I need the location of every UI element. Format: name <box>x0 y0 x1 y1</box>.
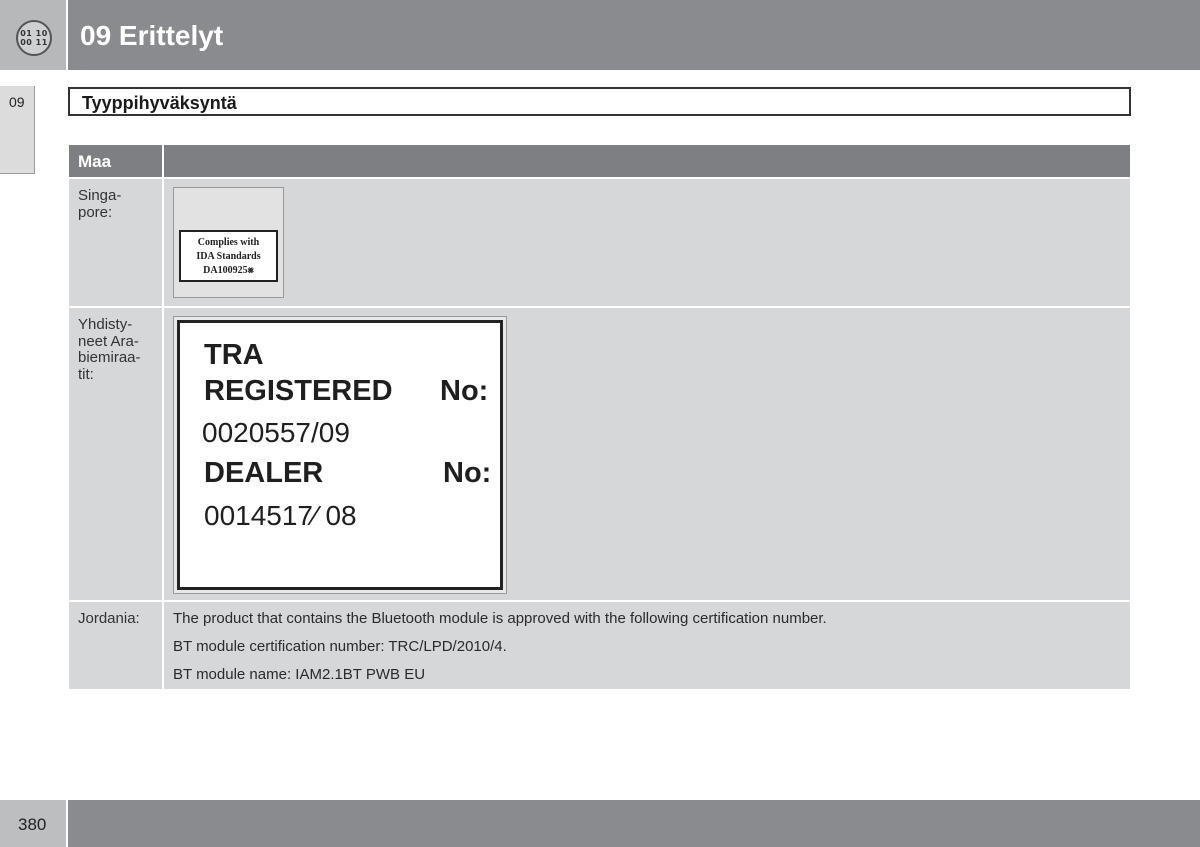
chapter-icon-line-2: 00 11 <box>20 38 48 47</box>
jordan-module-name: BT module name: IAM2.1BT PWB EU <box>173 666 426 683</box>
jordan-certification-number: BT module certification number: TRC/LPD/2010/4. <box>173 638 507 655</box>
tra-dealer-label: DEALER <box>204 457 324 489</box>
tra-registration-label <box>173 316 507 594</box>
table-header-approval <box>164 145 1130 177</box>
ida-label-box <box>179 230 278 282</box>
country-name: Singa- pore: <box>78 187 122 221</box>
table-row-jordan <box>69 602 1130 689</box>
ida-compliance-label <box>173 187 284 298</box>
section-title: Tyyppihyväksyntä <box>82 93 237 113</box>
jordan-approval-text: The product that contains the Bluetooth module is approved with the following certification number. <box>173 610 827 627</box>
table-header-country <box>69 145 162 177</box>
chapter-title: 09 Erittelyt <box>80 20 224 51</box>
country-name: Yhdisty- neet Ara- biemiraa- tit: <box>78 316 141 383</box>
footer-bar <box>68 800 1200 847</box>
chapter-side-tab <box>0 86 35 174</box>
country-cell <box>69 179 162 306</box>
tra-label-box <box>177 320 503 590</box>
country-cell <box>69 602 162 689</box>
table-row-uae <box>69 308 1130 600</box>
section-title-box <box>68 87 1131 116</box>
country-cell <box>69 308 162 600</box>
ida-label-line-3: DA100925⨳ <box>203 265 254 276</box>
tra-dealer-no-label: No: <box>443 457 492 489</box>
approval-cell <box>164 179 1130 306</box>
tra-heading: TRA <box>204 339 264 371</box>
approval-cell <box>164 602 1130 689</box>
side-tab-label: 09 <box>9 94 25 110</box>
ida-label-line-1: Complies with <box>197 237 260 248</box>
table-header-country-label: Maa <box>78 152 112 171</box>
tra-registered-no-label: No: <box>440 375 489 407</box>
tra-dealer-number: 0014517⁄ 08 <box>204 500 357 531</box>
ida-label-line-2: IDA Standards <box>196 251 261 262</box>
chapter-icon-line-1: 01 10 <box>20 29 48 38</box>
table-row-singapore <box>69 179 1130 306</box>
page-number: 380 <box>18 815 47 834</box>
approval-cell <box>164 308 1130 600</box>
header-bar <box>68 0 1200 70</box>
table-header-row <box>69 145 1130 177</box>
tra-registered-number: 0020557/09 <box>202 417 350 448</box>
chapter-binary-icon <box>16 20 52 56</box>
country-name: Jordania: <box>78 610 140 627</box>
tra-registered-label: REGISTERED <box>204 375 393 407</box>
